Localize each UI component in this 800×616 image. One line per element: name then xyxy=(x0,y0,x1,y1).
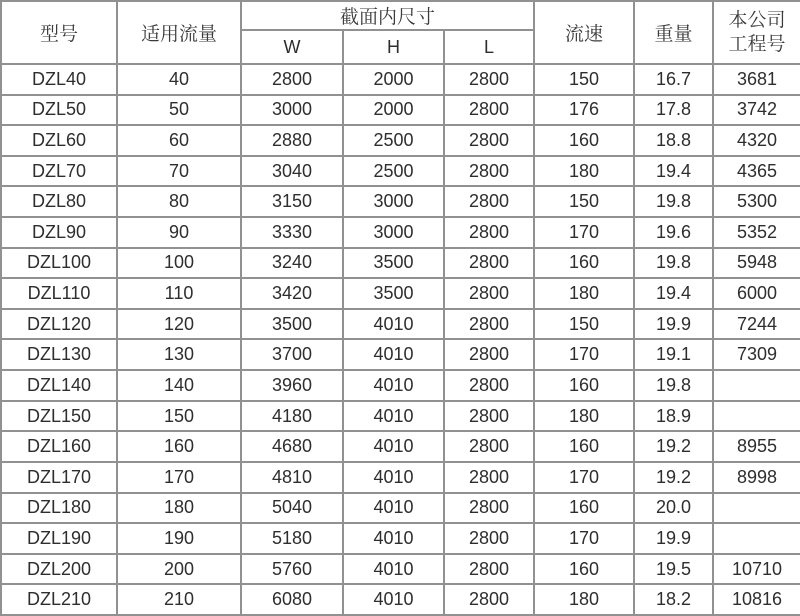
project-number-cell: 6000 xyxy=(713,278,800,309)
table-row xyxy=(1,431,800,462)
project-number-cell: 10816 xyxy=(713,584,800,615)
velocity-cell: 180 xyxy=(534,156,634,187)
length-cell: 2800 xyxy=(444,125,534,156)
flow-cell: 100 xyxy=(117,248,241,279)
table-row xyxy=(1,186,800,217)
model-cell: DZL100 xyxy=(1,248,117,279)
length-cell: 2800 xyxy=(444,584,534,615)
weight-cell: 19.9 xyxy=(634,309,713,340)
table-row xyxy=(1,248,800,279)
model-cell: DZL190 xyxy=(1,523,117,554)
weight-cell: 20.0 xyxy=(634,493,713,524)
flow-cell: 200 xyxy=(117,554,241,585)
table-row xyxy=(1,95,800,126)
table-row xyxy=(1,217,800,248)
weight-cell: 18.9 xyxy=(634,401,713,432)
project-number-cell: 4320 xyxy=(713,125,800,156)
model-cell: DZL140 xyxy=(1,370,117,401)
header-project-line2: 工程号 xyxy=(728,32,786,55)
header-flow: 适用流量 xyxy=(117,1,241,64)
width-cell: 2880 xyxy=(241,125,343,156)
weight-cell: 17.8 xyxy=(634,95,713,126)
project-number-cell: 5352 xyxy=(713,217,800,248)
weight-cell: 19.4 xyxy=(634,156,713,187)
flow-cell: 60 xyxy=(117,125,241,156)
flow-cell: 210 xyxy=(117,584,241,615)
header-model: 型号 xyxy=(1,1,117,64)
table-row xyxy=(1,309,800,340)
table-row xyxy=(1,493,800,524)
table-row xyxy=(1,462,800,493)
width-cell: 5040 xyxy=(241,493,343,524)
height-cell: 4010 xyxy=(343,431,444,462)
velocity-cell: 160 xyxy=(534,125,634,156)
header-section-group: 截面内尺寸 xyxy=(241,1,534,30)
project-number-cell xyxy=(713,523,800,554)
flow-cell: 160 xyxy=(117,431,241,462)
project-number-cell xyxy=(713,401,800,432)
width-cell: 3700 xyxy=(241,339,343,370)
velocity-cell: 180 xyxy=(534,584,634,615)
table-row xyxy=(1,339,800,370)
height-cell: 4010 xyxy=(343,493,444,524)
project-number-cell: 8955 xyxy=(713,431,800,462)
height-cell: 3000 xyxy=(343,217,444,248)
width-cell: 2800 xyxy=(241,64,343,95)
velocity-cell: 160 xyxy=(534,493,634,524)
model-cell: DZL40 xyxy=(1,64,117,95)
project-number-cell xyxy=(713,493,800,524)
weight-cell: 19.2 xyxy=(634,431,713,462)
height-cell: 2500 xyxy=(343,125,444,156)
project-number-cell: 4365 xyxy=(713,156,800,187)
model-cell: DZL170 xyxy=(1,462,117,493)
flow-cell: 110 xyxy=(117,278,241,309)
flow-cell: 50 xyxy=(117,95,241,126)
length-cell: 2800 xyxy=(444,523,534,554)
velocity-cell: 180 xyxy=(534,278,634,309)
header-project-number xyxy=(713,1,800,64)
height-cell: 4010 xyxy=(343,584,444,615)
width-cell: 3040 xyxy=(241,156,343,187)
width-cell: 4180 xyxy=(241,401,343,432)
weight-cell: 19.8 xyxy=(634,186,713,217)
table-row xyxy=(1,370,800,401)
velocity-cell: 150 xyxy=(534,64,634,95)
height-cell: 3000 xyxy=(343,186,444,217)
table-row xyxy=(1,156,800,187)
velocity-cell: 170 xyxy=(534,217,634,248)
table-row xyxy=(1,278,800,309)
length-cell: 2800 xyxy=(444,278,534,309)
width-cell: 5180 xyxy=(241,523,343,554)
velocity-cell: 170 xyxy=(534,339,634,370)
model-cell: DZL120 xyxy=(1,309,117,340)
model-cell: DZL110 xyxy=(1,278,117,309)
width-cell: 3420 xyxy=(241,278,343,309)
project-number-cell: 7309 xyxy=(713,339,800,370)
length-cell: 2800 xyxy=(444,95,534,126)
flow-cell: 150 xyxy=(117,401,241,432)
velocity-cell: 176 xyxy=(534,95,634,126)
length-cell: 2800 xyxy=(444,309,534,340)
weight-cell: 19.2 xyxy=(634,462,713,493)
height-cell: 4010 xyxy=(343,370,444,401)
height-cell: 4010 xyxy=(343,401,444,432)
height-cell: 4010 xyxy=(343,339,444,370)
table-row xyxy=(1,554,800,585)
length-cell: 2800 xyxy=(444,64,534,95)
height-cell: 4010 xyxy=(343,523,444,554)
length-cell: 2800 xyxy=(444,370,534,401)
header-project-line1: 本公司 xyxy=(728,9,786,32)
model-cell: DZL130 xyxy=(1,339,117,370)
model-cell: DZL180 xyxy=(1,493,117,524)
model-cell: DZL70 xyxy=(1,156,117,187)
flow-cell: 140 xyxy=(117,370,241,401)
project-number-cell: 3742 xyxy=(713,95,800,126)
length-cell: 2800 xyxy=(444,401,534,432)
model-cell: DZL50 xyxy=(1,95,117,126)
height-cell: 4010 xyxy=(343,554,444,585)
table-row xyxy=(1,125,800,156)
flow-cell: 90 xyxy=(117,217,241,248)
project-number-cell: 5300 xyxy=(713,186,800,217)
velocity-cell: 170 xyxy=(534,523,634,554)
flow-cell: 80 xyxy=(117,186,241,217)
header-velocity: 流速 xyxy=(534,1,634,64)
project-number-cell xyxy=(713,370,800,401)
project-number-cell: 7244 xyxy=(713,309,800,340)
table-body xyxy=(1,64,800,615)
table-header xyxy=(1,1,800,64)
width-cell: 4810 xyxy=(241,462,343,493)
height-cell: 3500 xyxy=(343,278,444,309)
model-cell: DZL60 xyxy=(1,125,117,156)
length-cell: 2800 xyxy=(444,339,534,370)
height-cell: 2500 xyxy=(343,156,444,187)
table-row xyxy=(1,64,800,95)
width-cell: 6080 xyxy=(241,584,343,615)
width-cell: 3960 xyxy=(241,370,343,401)
velocity-cell: 150 xyxy=(534,309,634,340)
length-cell: 2800 xyxy=(444,493,534,524)
header-l: L xyxy=(444,30,534,64)
weight-cell: 16.7 xyxy=(634,64,713,95)
flow-cell: 130 xyxy=(117,339,241,370)
flow-cell: 120 xyxy=(117,309,241,340)
model-cell: DZL200 xyxy=(1,554,117,585)
velocity-cell: 160 xyxy=(534,248,634,279)
length-cell: 2800 xyxy=(444,462,534,493)
length-cell: 2800 xyxy=(444,554,534,585)
velocity-cell: 150 xyxy=(534,186,634,217)
height-cell: 3500 xyxy=(343,248,444,279)
weight-cell: 19.8 xyxy=(634,248,713,279)
flow-cell: 190 xyxy=(117,523,241,554)
header-weight: 重量 xyxy=(634,1,713,64)
weight-cell: 19.6 xyxy=(634,217,713,248)
velocity-cell: 180 xyxy=(534,401,634,432)
project-number-cell: 10710 xyxy=(713,554,800,585)
weight-cell: 18.8 xyxy=(634,125,713,156)
weight-cell: 19.5 xyxy=(634,554,713,585)
model-cell: DZL80 xyxy=(1,186,117,217)
width-cell: 3500 xyxy=(241,309,343,340)
length-cell: 2800 xyxy=(444,248,534,279)
width-cell: 4680 xyxy=(241,431,343,462)
length-cell: 2800 xyxy=(444,156,534,187)
height-cell: 4010 xyxy=(343,462,444,493)
weight-cell: 19.8 xyxy=(634,370,713,401)
project-number-cell: 8998 xyxy=(713,462,800,493)
velocity-cell: 160 xyxy=(534,431,634,462)
width-cell: 3240 xyxy=(241,248,343,279)
length-cell: 2800 xyxy=(444,431,534,462)
model-cell: DZL210 xyxy=(1,584,117,615)
project-number-cell: 3681 xyxy=(713,64,800,95)
velocity-cell: 160 xyxy=(534,370,634,401)
height-cell: 2000 xyxy=(343,95,444,126)
width-cell: 3000 xyxy=(241,95,343,126)
table-row xyxy=(1,584,800,615)
width-cell: 5760 xyxy=(241,554,343,585)
width-cell: 3330 xyxy=(241,217,343,248)
header-row-1 xyxy=(1,1,800,30)
table-row xyxy=(1,401,800,432)
flow-cell: 170 xyxy=(117,462,241,493)
weight-cell: 19.1 xyxy=(634,339,713,370)
flow-cell: 70 xyxy=(117,156,241,187)
velocity-cell: 160 xyxy=(534,554,634,585)
length-cell: 2800 xyxy=(444,186,534,217)
weight-cell: 19.4 xyxy=(634,278,713,309)
flow-cell: 180 xyxy=(117,493,241,524)
weight-cell: 18.2 xyxy=(634,584,713,615)
header-h: H xyxy=(343,30,444,64)
model-cell: DZL90 xyxy=(1,217,117,248)
header-w: W xyxy=(241,30,343,64)
height-cell: 2000 xyxy=(343,64,444,95)
height-cell: 4010 xyxy=(343,309,444,340)
length-cell: 2800 xyxy=(444,217,534,248)
project-number-cell: 5948 xyxy=(713,248,800,279)
model-cell: DZL160 xyxy=(1,431,117,462)
weight-cell: 19.9 xyxy=(634,523,713,554)
flow-cell: 40 xyxy=(117,64,241,95)
velocity-cell: 170 xyxy=(534,462,634,493)
width-cell: 3150 xyxy=(241,186,343,217)
table-row xyxy=(1,523,800,554)
model-cell: DZL150 xyxy=(1,401,117,432)
